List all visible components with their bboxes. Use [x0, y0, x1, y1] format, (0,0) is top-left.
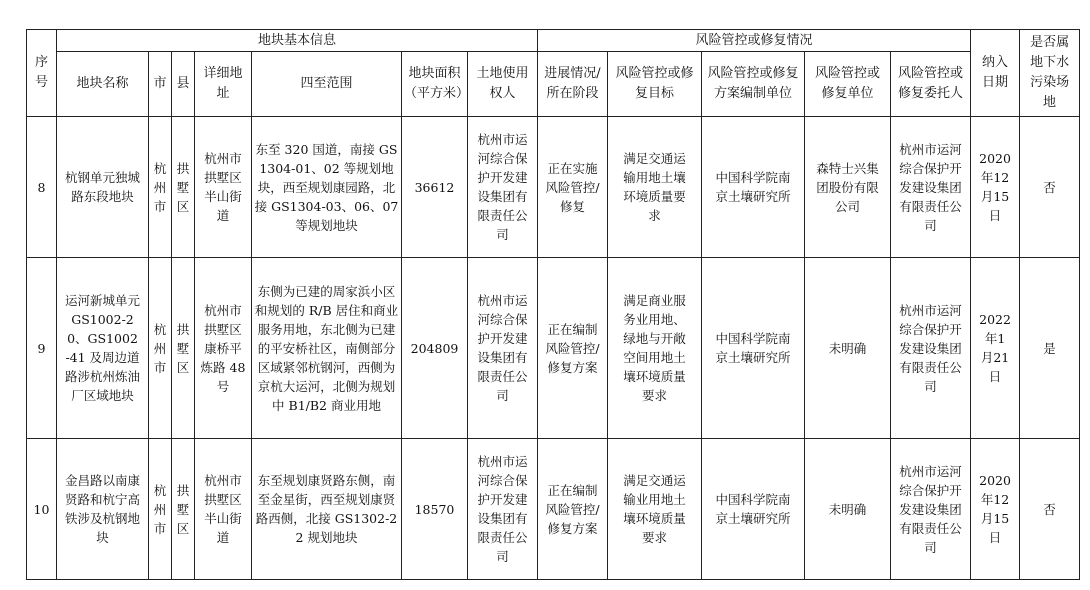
cell-target: 满足商业服务业用地、绿地与开敞空间用地土壤环境质量要求 [608, 258, 702, 439]
cell-area: 36612 [402, 117, 468, 258]
cell-county: 拱墅区 [172, 258, 195, 439]
cell-groundwater: 否 [1020, 117, 1080, 258]
cell-target: 满足交通运输用地土壤环境质量要求 [608, 117, 702, 258]
header-plan-unit: 风险管控或修复方案编制单位 [702, 52, 805, 117]
header-area: 地块面积（平方米） [402, 52, 468, 117]
header-stage: 进展情况/所在阶段 [538, 52, 608, 117]
cell-date: 2020年12月15日 [971, 439, 1020, 580]
cell-seq: 10 [27, 439, 57, 580]
cell-seq: 8 [27, 117, 57, 258]
header-address: 详细地址 [195, 52, 252, 117]
cell-city: 杭州市 [149, 439, 172, 580]
cell-seq: 9 [27, 258, 57, 439]
cell-repair-unit: 未明确 [805, 439, 891, 580]
cell-plan-unit: 中国科学院南京土壤研究所 [702, 258, 805, 439]
cell-stage: 正在编制风险管控/修复方案 [538, 439, 608, 580]
contaminated-land-table [26, 29, 1080, 580]
cell-plan-unit: 中国科学院南京土壤研究所 [702, 117, 805, 258]
cell-bounds: 东至规划康贤路东侧，南至金星街，西至规划康贤路西侧，北接 GS1302-22 规划地块 [252, 439, 402, 580]
cell-client: 杭州市运河综合保护开发建设集团有限责任公司 [891, 117, 971, 258]
header-county: 县 [172, 52, 195, 117]
cell-city: 杭州市 [149, 258, 172, 439]
header-target: 风险管控或修复目标 [608, 52, 702, 117]
table-row [27, 258, 1080, 439]
cell-address: 杭州市拱墅区半山街道 [195, 439, 252, 580]
header-name: 地块名称 [57, 52, 149, 117]
header-risk-info: 风险管控或修复情况 [538, 30, 971, 52]
cell-area: 18570 [402, 439, 468, 580]
header-bounds: 四至范围 [252, 52, 402, 117]
header-city: 市 [149, 52, 172, 117]
cell-date: 2022年1月21日 [971, 258, 1020, 439]
cell-owner: 杭州市运河综合保护开发建设集团有限责任公司 [468, 258, 538, 439]
cell-owner: 杭州市运河综合保护开发建设集团有限责任公司 [468, 439, 538, 580]
cell-date: 2020年12月15日 [971, 117, 1020, 258]
cell-target: 满足交通运输业用地土壤环境质量要求 [608, 439, 702, 580]
cell-owner: 杭州市运河综合保护开发建设集团有限责任公司 [468, 117, 538, 258]
cell-groundwater: 是 [1020, 258, 1080, 439]
cell-bounds: 东侧为已建的周家浜小区和规划的 R/B 居住和商业服务用地，东北侧为已建的平安桥社区，南侧部分区域紧邻杭钢河，西侧为京杭大运河，北侧为规划中 B1/B2 商业用地 [252, 258, 402, 439]
cell-repair-unit: 森特士兴集团股份有限公司 [805, 117, 891, 258]
cell-bounds: 东至 320 国道，南接 GS1304-01、02 等规划地块，西至规划康园路，北接 GS1304-03、06、07 等规划地块 [252, 117, 402, 258]
header-basic-info: 地块基本信息 [57, 30, 538, 52]
cell-groundwater: 否 [1020, 439, 1080, 580]
table-row [27, 117, 1080, 258]
cell-client: 杭州市运河综合保护开发建设集团有限责任公司 [891, 439, 971, 580]
header-repair-unit: 风险管控或修复单位 [805, 52, 891, 117]
cell-stage: 正在编制风险管控/修复方案 [538, 258, 608, 439]
header-include-date: 纳入日期 [971, 30, 1020, 117]
cell-stage: 正在实施风险管控/修复 [538, 117, 608, 258]
cell-name: 金昌路以南康贤路和杭宁高铁涉及杭钢地块 [57, 439, 149, 580]
cell-plan-unit: 中国科学院南京土壤研究所 [702, 439, 805, 580]
cell-name: 杭钢单元独城路东段地块 [57, 117, 149, 258]
cell-repair-unit: 未明确 [805, 258, 891, 439]
cell-name: 运河新城单元 GS1002-20、GS1002-41 及周边道路涉杭州炼油厂区域地块 [57, 258, 149, 439]
cell-county: 拱墅区 [172, 439, 195, 580]
header-seq: 序号 [27, 30, 57, 117]
cell-area: 204809 [402, 258, 468, 439]
table-row [27, 439, 1080, 580]
header-groundwater: 是否属地下水污染场地 [1020, 30, 1080, 117]
cell-county: 拱墅区 [172, 117, 195, 258]
cell-client: 杭州市运河综合保护开发建设集团有限责任公司 [891, 258, 971, 439]
header-client: 风险管控或修复委托人 [891, 52, 971, 117]
cell-address: 杭州市拱墅区康桥平炼路 48 号 [195, 258, 252, 439]
header-owner: 土地使用权人 [468, 52, 538, 117]
cell-city: 杭州市 [149, 117, 172, 258]
cell-address: 杭州市拱墅区半山街道 [195, 117, 252, 258]
